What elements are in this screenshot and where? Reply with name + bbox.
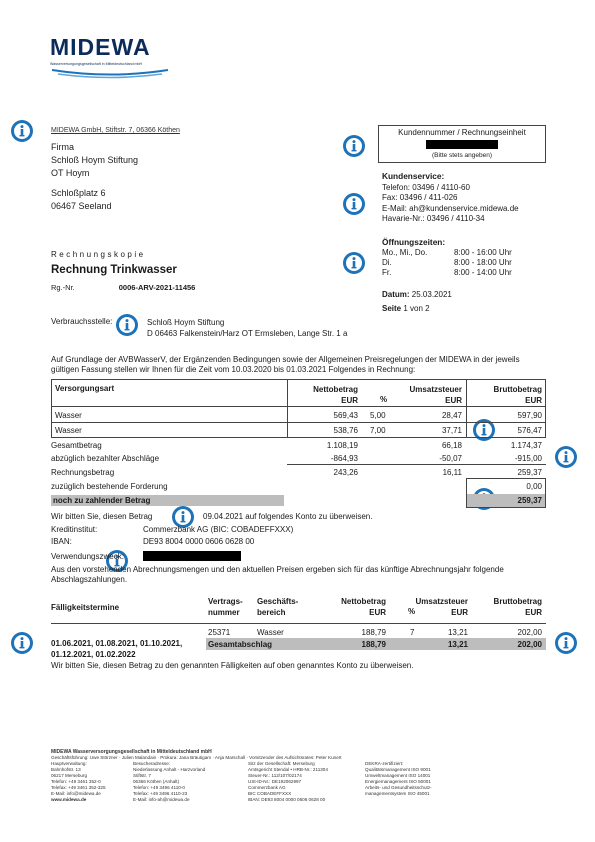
opening-hours: [382, 237, 512, 278]
recipient-line: Firma: [51, 142, 74, 152]
consumption-label: Verbrauchsstelle:: [51, 317, 113, 326]
advance-total-vat: 13,21: [447, 640, 468, 649]
info-icon[interactable]: [342, 192, 366, 216]
info-icon[interactable]: [115, 313, 139, 337]
total-gross: 1.174,37: [510, 441, 542, 450]
advance-net: -864,93: [330, 454, 358, 463]
advance-total-label: Gesamtabschlag: [208, 640, 273, 649]
footer-col-certification: DEKRA-zertifiziert: Qualitätsmanagement ISO 9001 Umweltmanagement ISO 14001 Energiemanagement ISO 50001 Arbeits- und Gesundheitsschutz- managementsystem ISO 45001: [365, 761, 432, 796]
customer-box-title: Kundennummer / Rechnungseinheit: [398, 128, 526, 137]
redacted-reference: [143, 551, 241, 561]
row-area: Wasser: [257, 628, 284, 637]
row-gross: 202,00: [517, 628, 542, 637]
recipient-address: [51, 141, 138, 213]
col-header-vat: Umsatzsteuer EUR: [415, 597, 468, 617]
col-header-area: Geschäfts- bereich: [257, 597, 299, 617]
total-label: Gesamtbetrag: [51, 441, 102, 450]
row-contract: 25371: [208, 628, 231, 637]
advance-total-gross: 202,00: [517, 640, 542, 649]
customer-number-box: [378, 125, 546, 163]
info-icon[interactable]: [342, 251, 366, 275]
payment-text-b: 09.04.2021 auf folgendes Konto zu überweisen.: [203, 512, 373, 521]
footer-title: MIDEWA Wasserversorgungsgesellschaft in Mitteldeutschland mbH: [51, 749, 212, 755]
advance-label: abzüglich bezahlter Abschläge: [51, 454, 160, 463]
customer-service: [382, 171, 519, 225]
hours-row: Di. 8:00 - 18:00 Uhr: [382, 258, 512, 267]
closing-text: Wir bitten Sie, diesen Betrag zu den genannten Fälligkeiten auf oben genanntes Konto zu überweisen.: [51, 661, 414, 670]
recipient-line: OT Hoym: [51, 168, 90, 178]
logo-subtitle: Wasserversorgungsgesellschaft in Mitteldeutschland mbH: [50, 62, 143, 66]
table-row-vat: 28,47: [441, 411, 462, 420]
bank-value: Commerzbank AG (BIC: COBADEFFXXX): [143, 525, 294, 534]
sender-line: MIDEWA GmbH, Stiftstr. 7, 06366 Köthen: [51, 127, 180, 134]
col-header-net: Nettobetrag EUR: [341, 597, 386, 617]
invoice-amount-net: 243,26: [333, 468, 358, 477]
footer-col-headquarters: Hauptverwaltung: Bahnhofstr. 13 06217 Merseburg Telefon: +49 3461 352-0 Telefax: +49 3461 352-325 E-Mail: info@midewa.de www.midewa.de: [51, 761, 106, 802]
table-row-type: Wasser: [55, 426, 82, 435]
service-line: Havarie-Nr.: 03496 / 4110-34: [382, 214, 485, 223]
col-header-vat: Umsatzsteuer EUR: [409, 385, 462, 405]
document-title: Rechnung Trinkwasser: [51, 264, 177, 276]
row-net: 188,79: [361, 628, 386, 637]
col-header-pct: %: [408, 607, 416, 616]
footer-col-visitors: Besucheradresse: Niederlassung Anhalt - Harzvorland Stiftstr. 7 06366 Köthen (Anhalt) Telefon: +49 3496 4110-0 Telefax: +49 3496 4110-23 E-Mail: info-ah@midewa.de: [133, 761, 206, 802]
hours-heading: Öffnungszeiten:: [382, 237, 446, 247]
due-gross: 259,37: [517, 496, 542, 505]
bank-label: Kreditinstitut:: [51, 525, 98, 534]
intro-text: Auf Grundlage der AVBWasserV, der Ergänzenden Bedingungen sowie der Allgemeinen Preisregelungen der MIDEWA in der jeweils gültigen Fassung stellen wir Ihnen für die Zeit vom 10.03.2020 bis 01.03.2021 Folgendes in Rechnung:: [51, 355, 520, 374]
company-logo: [50, 34, 170, 81]
hours-row: Fr. 8:00 - 14:00 Uhr: [382, 268, 512, 277]
document-date: Datum: 25.03.2021 Seite 1 von 2: [382, 290, 452, 313]
table-row-type: Wasser: [55, 411, 82, 420]
row-pct: 7: [410, 628, 415, 637]
reference-label: Verwendungszweck:: [51, 552, 124, 561]
total-net: 1.108,19: [326, 441, 358, 450]
invoice-number-value: 0006-ARV-2021-11456: [118, 283, 196, 292]
table-row-net: 538,76: [333, 426, 358, 435]
iban-value: DE93 8004 0000 0606 0628 00: [143, 537, 255, 546]
info-icon[interactable]: [10, 119, 34, 143]
table-row-gross: 576,47: [517, 426, 542, 435]
due-dates: 01.06.2021, 01.08.2021, 01.10.2021, 01.12.2021, 01.02.2022: [51, 639, 183, 659]
recipient-line: Schloß Hoym Stiftung: [51, 155, 139, 165]
document-kind: Rechnungskopie: [51, 250, 146, 259]
advance-vat: -50,07: [439, 454, 462, 463]
redacted-customer-number: [426, 140, 498, 149]
advance-gross: -915,00: [514, 454, 542, 463]
info-icon[interactable]: [342, 134, 366, 158]
invoice-amount-label: Rechnungsbetrag: [51, 468, 115, 477]
total-vat: 66,18: [441, 441, 462, 450]
service-email[interactable]: E-Mail: ah@kundenservice.midewa.de: [382, 203, 519, 213]
hours-row: Mo., Mi., Do. 8:00 - 16:00 Uhr: [382, 248, 512, 257]
service-heading: Kundenservice:: [382, 171, 445, 181]
service-line: Telefon: 03496 / 4110-60: [382, 182, 470, 192]
page-value: 1 von 2: [403, 304, 430, 313]
customer-box-note: (Bitte stets angeben): [432, 152, 492, 159]
table-row-vat: 37,71: [441, 426, 462, 435]
claim-gross: 0,00: [526, 482, 542, 491]
table-row-net: 569,43: [333, 411, 358, 420]
row-vat: 13,21: [447, 628, 468, 637]
col-header-type: Versorgungsart: [55, 384, 115, 393]
claim-label: zuzüglich bestehende Forderung: [51, 482, 168, 491]
iban-label: IBAN:: [51, 537, 72, 546]
advance-total-net: 188,79: [361, 640, 386, 649]
footer: [51, 749, 551, 803]
footer-col-legal: Sitz der Gesellschaft: Merseburg Amtsgericht Stendal • HRB-Nr.: 211304 Steuer-Nr.: 112/107/02174 USt-ID-Nr.: DE192062997 Commerzbank AG BIC COBADEFFXXX IBAN: DE93 8004 0000 0606 0628 00: [248, 761, 328, 802]
recipient-line: 06467 Seeland: [51, 201, 112, 211]
info-icon[interactable]: [10, 631, 34, 655]
due-label: noch zu zahlender Betrag: [53, 496, 151, 505]
invoice-amount-gross: 259,37: [517, 468, 542, 477]
table-row-pct: 5,00: [370, 411, 386, 420]
col-header-contract: Vertrags- nummer: [208, 597, 243, 617]
info-icon[interactable]: [554, 631, 578, 655]
col-header-net: Nettobetrag EUR: [313, 385, 358, 405]
col-header-gross: Bruttobetrag EUR: [493, 385, 542, 405]
col-header-dates: Fälligkeitstermine: [51, 603, 120, 612]
payment-text-a: Wir bitten Sie, diesen Betrag: [51, 512, 153, 521]
invoice-amount-vat: 16,11: [442, 468, 462, 477]
logo-waves-icon: [50, 67, 170, 79]
consumption-address: Schloß Hoym Stiftung D 06463 Falkenstein/Harz OT Ermsleben, Lange Str. 1 a: [147, 318, 348, 338]
invoice-number: Rg.-Nr. 0006-ARV-2021-11456: [51, 283, 196, 292]
footer-management: Geschäftsführung: Uwe Störzner · Julien Malandain · Prokura: Jana Bräutigam · Anja Marschall · Vorsitzender des Aufsichtsrates: Peter Kunert: [51, 755, 342, 760]
info-icon[interactable]: [554, 445, 578, 469]
table-row-gross: 597,90: [517, 411, 542, 420]
date-value: 25.03.2021: [411, 290, 452, 299]
service-line: Fax: 03496 / 411-026: [382, 193, 458, 202]
col-header-gross: Bruttobetrag EUR: [493, 597, 542, 617]
recipient-line: Schloßplatz 6: [51, 188, 106, 198]
advance-intro: Aus den vorstehenden Abrechnungsmengen und den aktuellen Preisen ergeben sich für das künftige Abrechnungsjahr folgende Abschlagszahlungen.: [51, 565, 504, 584]
col-header-pct: %: [380, 395, 388, 404]
table-row-pct: 7,00: [370, 426, 386, 435]
logo-wordmark: MIDEWA: [50, 34, 151, 60]
